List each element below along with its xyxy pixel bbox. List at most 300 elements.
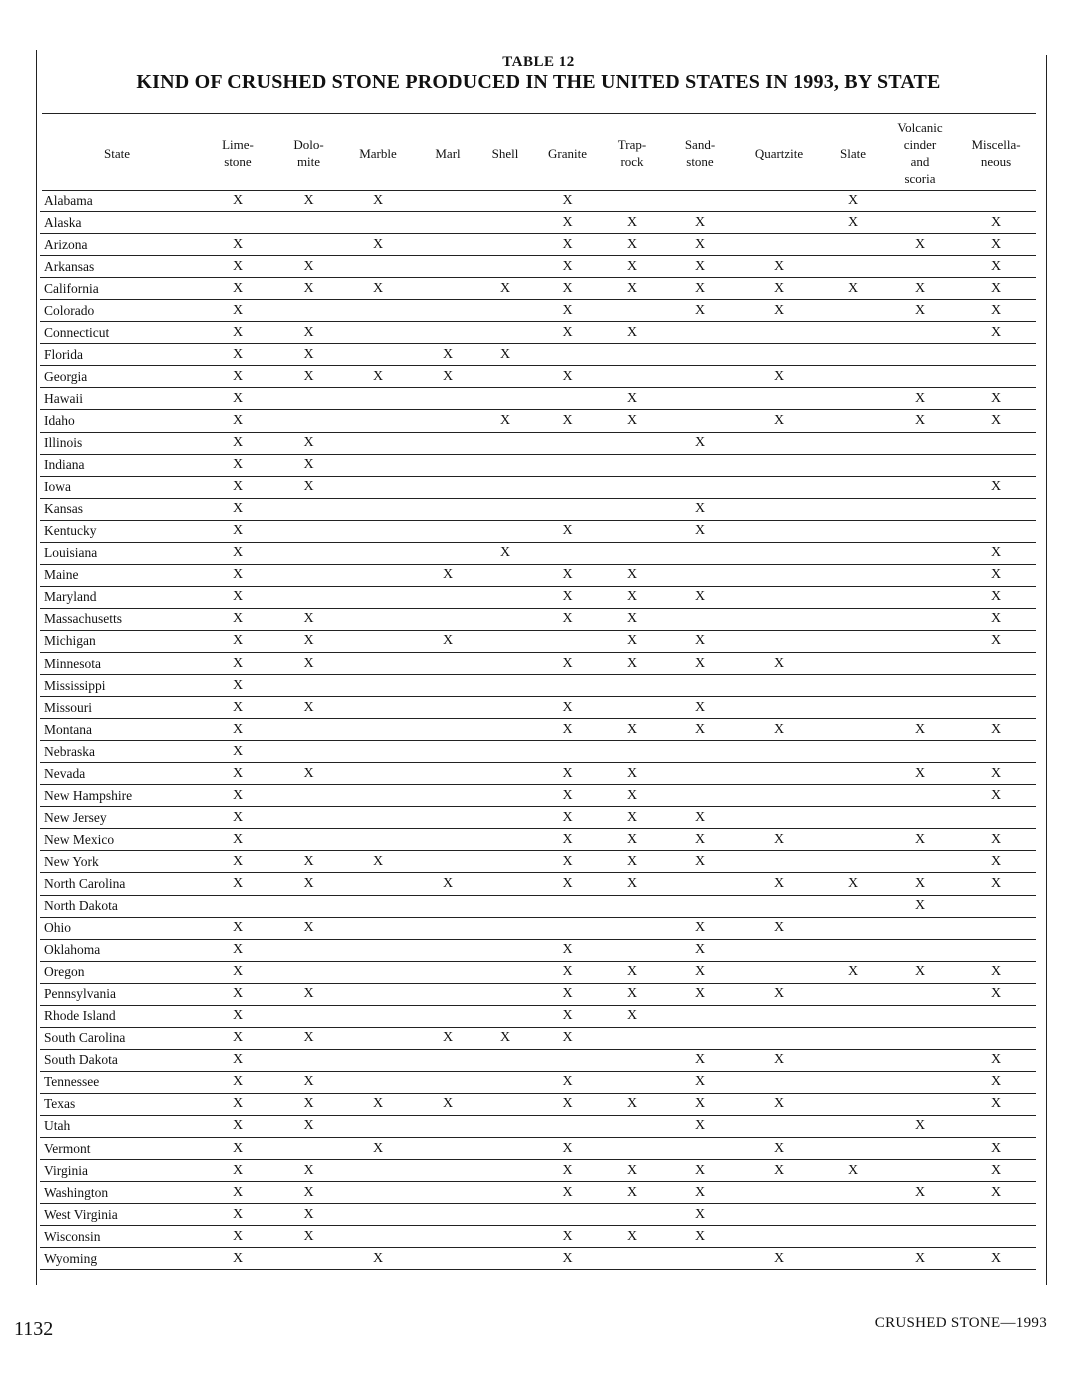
stone-mark: X [535, 278, 600, 300]
stone-mark [535, 432, 600, 454]
stone-mark [736, 785, 822, 807]
stone-mark [736, 939, 822, 961]
stone-mark [335, 410, 421, 432]
stone-mark [884, 586, 956, 608]
stone-mark [475, 873, 535, 895]
stone-mark [421, 851, 475, 873]
stone-mark [421, 719, 475, 741]
stone-mark: X [194, 630, 282, 652]
table-row [40, 278, 1036, 300]
stone-mark: X [664, 829, 736, 851]
stone-mark [335, 564, 421, 586]
stone-mark: X [282, 190, 335, 212]
stone-mark: X [194, 256, 282, 278]
stone-mark [421, 939, 475, 961]
stone-mark [335, 212, 421, 234]
stone-mark [884, 851, 956, 873]
stone-mark [600, 1204, 664, 1226]
stone-mark: X [956, 234, 1036, 256]
stone-mark [600, 741, 664, 763]
stone-mark [335, 939, 421, 961]
stone-mark [822, 763, 884, 785]
column-header-line: cinder [903, 137, 937, 152]
stone-mark [736, 564, 822, 586]
table-row [40, 498, 1036, 520]
table-row [40, 542, 1036, 564]
stone-mark [335, 344, 421, 366]
stone-mark: X [884, 388, 956, 410]
stone-mark: X [475, 410, 535, 432]
table-row [40, 1248, 1036, 1270]
stone-mark [282, 961, 335, 983]
stone-mark [335, 608, 421, 630]
stone-mark [475, 1204, 535, 1226]
stone-mark [421, 190, 475, 212]
state-name: Illinois [40, 432, 194, 454]
stone-mark [664, 1005, 736, 1027]
stone-mark [736, 454, 822, 476]
stone-mark [956, 675, 1036, 697]
stone-mark: X [535, 1071, 600, 1093]
stone-mark: X [956, 983, 1036, 1005]
stone-mark [956, 432, 1036, 454]
stone-mark [664, 873, 736, 895]
table-row [40, 300, 1036, 322]
stone-mark: X [664, 212, 736, 234]
table-row [40, 1005, 1036, 1027]
stone-mark [421, 763, 475, 785]
column-header [600, 116, 664, 190]
stone-mark [884, 322, 956, 344]
stone-mark: X [664, 1093, 736, 1115]
stone-mark: X [282, 322, 335, 344]
stone-mark [335, 1226, 421, 1248]
stone-mark: X [956, 785, 1036, 807]
stone-mark [335, 741, 421, 763]
stone-mark [822, 344, 884, 366]
table-row [40, 873, 1036, 895]
stone-mark: X [600, 1160, 664, 1182]
stone-mark: X [956, 278, 1036, 300]
stone-mark: X [194, 1138, 282, 1160]
stone-mark: X [664, 1204, 736, 1226]
stone-mark [475, 300, 535, 322]
stone-mark: X [194, 234, 282, 256]
stone-mark [736, 675, 822, 697]
stone-mark [535, 476, 600, 498]
stone-mark [535, 917, 600, 939]
column-header-line: State [104, 145, 130, 161]
stone-mark: X [664, 1226, 736, 1248]
state-name: Colorado [40, 300, 194, 322]
table-row [40, 1115, 1036, 1137]
column-header-line: Sand- [684, 137, 716, 152]
stone-mark: X [600, 1005, 664, 1027]
stone-mark [335, 652, 421, 674]
stone-mark: X [194, 190, 282, 212]
stone-mark [884, 785, 956, 807]
stone-mark [664, 322, 736, 344]
table-row [40, 520, 1036, 542]
stone-mark [335, 520, 421, 542]
stone-mark [664, 741, 736, 763]
stone-mark: X [956, 256, 1036, 278]
column-header-line: Granite [548, 145, 587, 161]
stone-mark [475, 785, 535, 807]
stone-mark [335, 1204, 421, 1226]
stone-mark: X [475, 344, 535, 366]
stone-mark [475, 498, 535, 520]
stone-mark [884, 212, 956, 234]
stone-mark [664, 675, 736, 697]
stone-mark: X [664, 278, 736, 300]
stone-mark [421, 652, 475, 674]
stone-mark [421, 1071, 475, 1093]
stone-mark: X [664, 586, 736, 608]
stone-mark [884, 498, 956, 520]
table-row [40, 454, 1036, 476]
stone-mark [535, 498, 600, 520]
state-name: New Hampshire [40, 785, 194, 807]
stone-mark [884, 1226, 956, 1248]
stone-mark: X [535, 1027, 600, 1049]
stone-mark: X [421, 366, 475, 388]
stone-mark [421, 1115, 475, 1137]
stone-mark [421, 498, 475, 520]
stone-mark [884, 520, 956, 542]
column-header-line: Quartzite [754, 145, 804, 161]
stone-mark [884, 564, 956, 586]
stone-mark: X [664, 652, 736, 674]
stone-mark [475, 432, 535, 454]
stone-mark [421, 829, 475, 851]
stone-mark [956, 454, 1036, 476]
stone-mark [475, 851, 535, 873]
stone-mark: X [194, 652, 282, 674]
table-row [40, 322, 1036, 344]
stone-mark [822, 1248, 884, 1270]
stone-mark [822, 564, 884, 586]
stone-mark [421, 388, 475, 410]
stone-mark [884, 652, 956, 674]
table-row [40, 608, 1036, 630]
stone-mark: X [335, 366, 421, 388]
stone-mark [822, 498, 884, 520]
stone-mark: X [664, 917, 736, 939]
stone-mark [535, 1115, 600, 1137]
stone-mark [884, 983, 956, 1005]
stone-mark [535, 388, 600, 410]
stone-mark: X [664, 256, 736, 278]
stone-mark [600, 476, 664, 498]
stone-mark: X [194, 1226, 282, 1248]
stone-mark: X [600, 608, 664, 630]
stone-mark [421, 1049, 475, 1071]
table-row [40, 476, 1036, 498]
stone-mark [884, 366, 956, 388]
state-name: Ohio [40, 917, 194, 939]
stone-mark: X [956, 300, 1036, 322]
stone-mark [822, 697, 884, 719]
stone-mark [282, 498, 335, 520]
stone-mark [421, 917, 475, 939]
stone-mark: X [535, 1248, 600, 1270]
stone-mark: X [600, 388, 664, 410]
stone-mark [600, 432, 664, 454]
state-name: Louisiana [40, 542, 194, 564]
stone-mark [475, 630, 535, 652]
stone-mark: X [194, 432, 282, 454]
page-title: KIND OF CRUSHED STONE PRODUCED IN THE UNITED STATES IN 1993, BY STATE [136, 71, 941, 93]
state-name: Idaho [40, 410, 194, 432]
stone-mark: X [600, 807, 664, 829]
stone-mark: X [956, 564, 1036, 586]
stone-mark: X [282, 1182, 335, 1204]
stone-mark: X [535, 1160, 600, 1182]
stone-mark: X [535, 983, 600, 1005]
stone-mark [736, 608, 822, 630]
stone-mark: X [282, 697, 335, 719]
stone-mark: X [194, 697, 282, 719]
stone-mark: X [535, 608, 600, 630]
stone-mark: X [956, 630, 1036, 652]
stone-mark [600, 1071, 664, 1093]
stone-mark: X [956, 851, 1036, 873]
stone-mark [335, 498, 421, 520]
stone-mark [664, 454, 736, 476]
stone-mark [822, 1138, 884, 1160]
stone-mark [421, 697, 475, 719]
stone-mark [475, 939, 535, 961]
state-name: Maine [40, 564, 194, 586]
stone-mark [475, 388, 535, 410]
stone-mark [335, 542, 421, 564]
stone-mark: X [822, 873, 884, 895]
stone-mark: X [535, 300, 600, 322]
state-name: Mississippi [40, 675, 194, 697]
table-row [40, 829, 1036, 851]
stone-mark [822, 1027, 884, 1049]
stone-mark: X [194, 564, 282, 586]
table-label: TABLE 12 [502, 54, 575, 70]
stone-mark: X [664, 234, 736, 256]
stone-mark: X [884, 719, 956, 741]
stone-mark [884, 675, 956, 697]
stone-mark [884, 256, 956, 278]
stone-mark [475, 366, 535, 388]
stone-mark: X [822, 961, 884, 983]
stone-mark [475, 1226, 535, 1248]
stone-mark: X [194, 1005, 282, 1027]
stone-mark [664, 476, 736, 498]
stone-mark: X [664, 432, 736, 454]
stone-mark [421, 278, 475, 300]
state-name: Massachusetts [40, 608, 194, 630]
stone-mark: X [194, 1248, 282, 1270]
state-name: Tennessee [40, 1071, 194, 1093]
stone-mark: X [600, 322, 664, 344]
stone-mark: X [736, 917, 822, 939]
stone-mark: X [600, 234, 664, 256]
stone-mark [282, 675, 335, 697]
stone-mark [600, 1027, 664, 1049]
stone-mark: X [335, 1248, 421, 1270]
stone-mark: X [421, 344, 475, 366]
stone-mark: X [664, 1182, 736, 1204]
stone-mark [884, 939, 956, 961]
table-row [40, 1049, 1036, 1071]
stone-mark [664, 410, 736, 432]
stone-mark: X [884, 829, 956, 851]
table-row [40, 675, 1036, 697]
state-name: Kansas [40, 498, 194, 520]
stone-mark [736, 344, 822, 366]
stone-mark: X [956, 212, 1036, 234]
stone-mark [822, 388, 884, 410]
stone-mark: X [194, 961, 282, 983]
stone-mark [535, 542, 600, 564]
stone-mark: X [535, 190, 600, 212]
column-header-line: Miscella- [971, 137, 1021, 152]
stone-mark [421, 1226, 475, 1248]
stone-mark: X [822, 278, 884, 300]
stone-mark [736, 190, 822, 212]
stone-mark: X [884, 1248, 956, 1270]
stone-mark [664, 895, 736, 917]
stone-mark: X [282, 432, 335, 454]
stone-mark [475, 741, 535, 763]
stone-mark: X [282, 1115, 335, 1137]
stone-mark [736, 1071, 822, 1093]
stone-mark [475, 1093, 535, 1115]
table-row [40, 1071, 1036, 1093]
stone-mark [956, 697, 1036, 719]
column-header-line: mite [296, 154, 321, 169]
stone-mark [282, 895, 335, 917]
stone-mark: X [194, 1049, 282, 1071]
stone-mark: X [736, 256, 822, 278]
state-name: Georgia [40, 366, 194, 388]
stone-mark [475, 608, 535, 630]
stone-mark: X [664, 807, 736, 829]
stone-mark [421, 1182, 475, 1204]
table-body [40, 190, 1036, 1270]
stone-mark [600, 895, 664, 917]
stone-mark [884, 741, 956, 763]
stone-mark [822, 1093, 884, 1115]
stone-mark: X [282, 278, 335, 300]
column-header [884, 116, 956, 190]
stone-mark [956, 652, 1036, 674]
table-row [40, 256, 1036, 278]
stone-mark [475, 807, 535, 829]
stone-mark [421, 675, 475, 697]
state-name: Iowa [40, 476, 194, 498]
stone-mark: X [600, 961, 664, 983]
column-header [956, 116, 1036, 190]
column-header-line: stone [686, 154, 714, 169]
stone-mark: X [736, 983, 822, 1005]
stone-mark: X [664, 520, 736, 542]
stone-mark [822, 785, 884, 807]
stone-mark [335, 630, 421, 652]
column-header [736, 116, 822, 190]
table-row [40, 1138, 1036, 1160]
stone-mark [421, 432, 475, 454]
stone-mark [884, 608, 956, 630]
column-header-line: Lime- [222, 137, 254, 152]
stone-mark [664, 608, 736, 630]
table-row [40, 564, 1036, 586]
table-row [40, 785, 1036, 807]
stone-mark: X [535, 256, 600, 278]
state-name: Arizona [40, 234, 194, 256]
stone-mark: X [282, 1226, 335, 1248]
stone-mark [600, 939, 664, 961]
stone-mark [822, 410, 884, 432]
stone-mark: X [282, 851, 335, 873]
stone-mark [736, 476, 822, 498]
stone-mark: X [956, 1093, 1036, 1115]
stone-mark [736, 586, 822, 608]
stone-mark [421, 542, 475, 564]
stone-mark [822, 234, 884, 256]
stone-mark: X [956, 719, 1036, 741]
stone-mark [475, 190, 535, 212]
stone-mark [335, 719, 421, 741]
stone-mark [194, 212, 282, 234]
stone-mark [335, 476, 421, 498]
stone-mark: X [194, 454, 282, 476]
table-row [40, 432, 1036, 454]
stone-mark: X [600, 212, 664, 234]
stone-mark: X [664, 1160, 736, 1182]
stone-mark [421, 741, 475, 763]
stone-mark: X [194, 829, 282, 851]
table-row [40, 1160, 1036, 1182]
stone-mark: X [535, 961, 600, 983]
stone-mark [335, 1182, 421, 1204]
stone-mark [956, 344, 1036, 366]
state-name: New York [40, 851, 194, 873]
stone-mark [884, 476, 956, 498]
stone-mark [421, 212, 475, 234]
table-row [40, 410, 1036, 432]
stone-mark [664, 344, 736, 366]
stone-mark [535, 675, 600, 697]
stone-mark [335, 432, 421, 454]
stone-mark: X [194, 586, 282, 608]
stone-mark: X [282, 1027, 335, 1049]
stone-mark: X [736, 652, 822, 674]
stone-mark [736, 741, 822, 763]
page-number: 1132 [14, 1318, 54, 1340]
stone-mark [822, 1005, 884, 1027]
state-name: Nevada [40, 763, 194, 785]
stone-mark [335, 388, 421, 410]
stone-mark [664, 1027, 736, 1049]
stone-mark [822, 1182, 884, 1204]
table-row [40, 1226, 1036, 1248]
header-top-rule [42, 113, 1036, 114]
state-name: Texas [40, 1093, 194, 1115]
stone-mark: X [194, 1160, 282, 1182]
stone-mark: X [194, 1027, 282, 1049]
table-row [40, 344, 1036, 366]
state-name: Nebraska [40, 741, 194, 763]
stone-mark: X [736, 366, 822, 388]
stone-mark: X [600, 763, 664, 785]
